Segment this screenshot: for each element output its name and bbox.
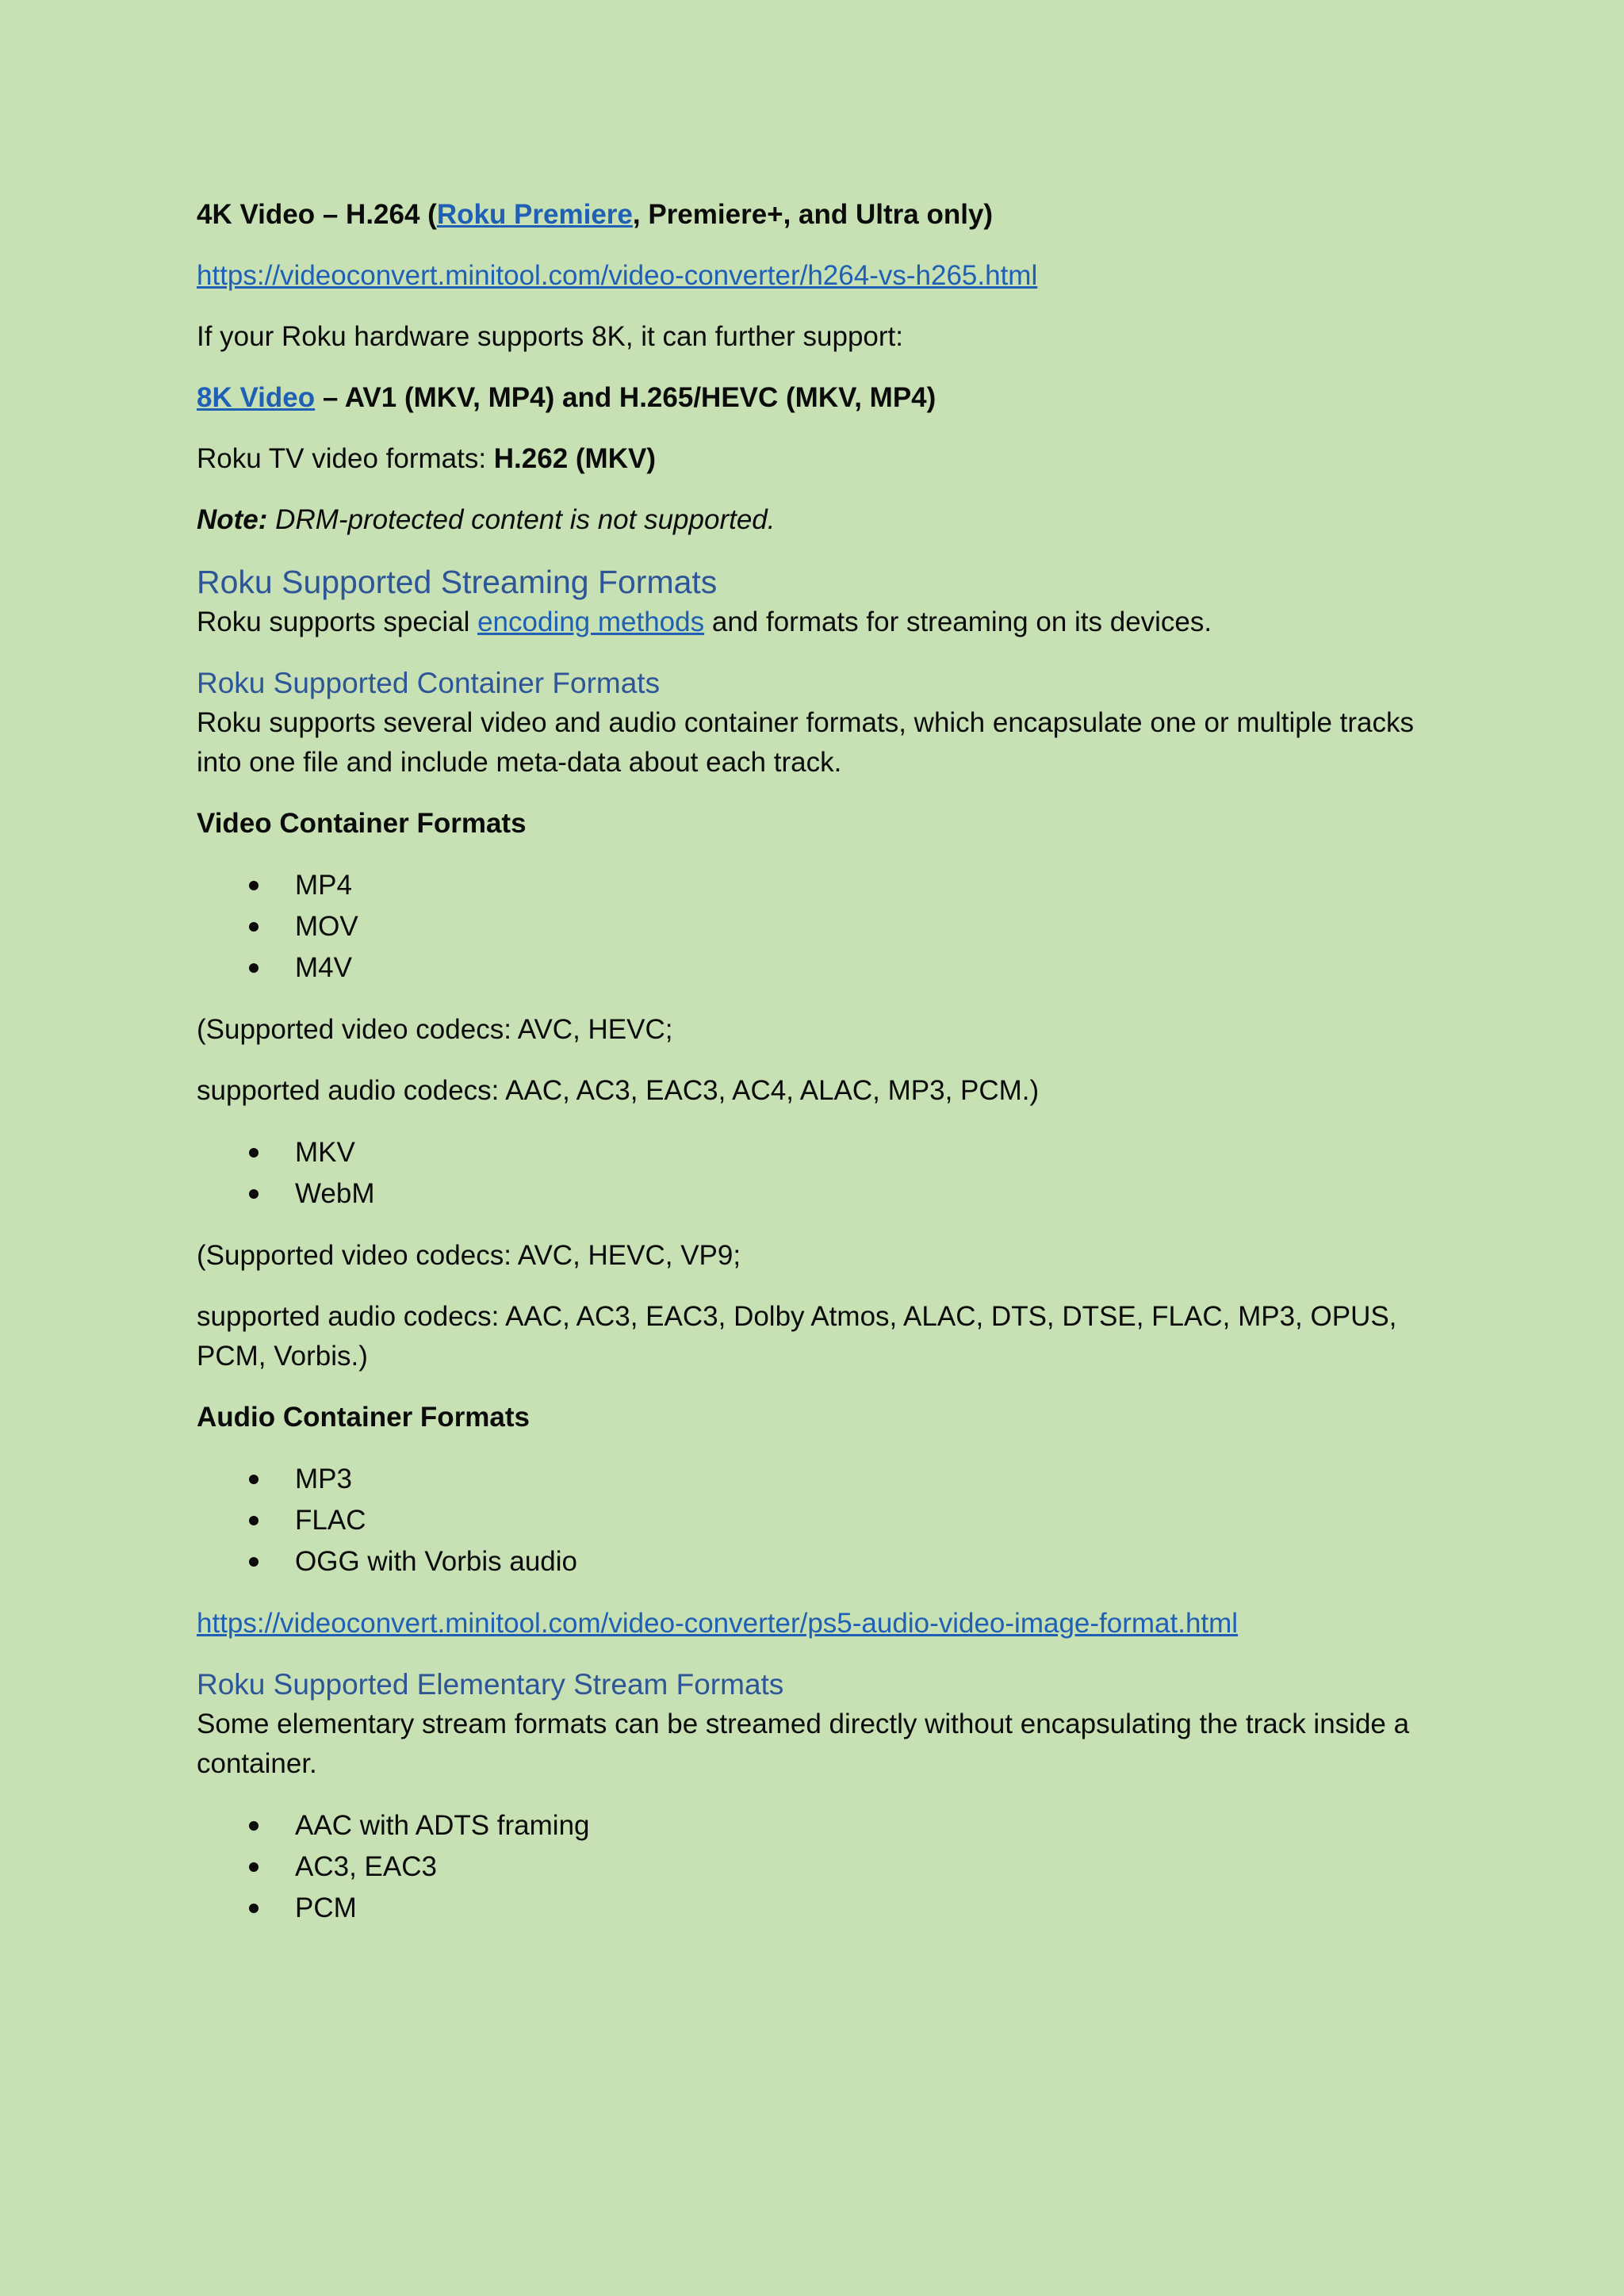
- bullet-icon: [249, 1904, 259, 1913]
- audio-container-heading: Audio Container Formats: [197, 1402, 530, 1433]
- codecs-1-audio: supported audio codecs: AAC, AC3, EAC3, AC4, ALAC, MP3, PCM.): [197, 1075, 1040, 1106]
- container-formats-heading: Roku Supported Container Formats: [197, 667, 661, 699]
- bullet-icon: [249, 1557, 259, 1567]
- roku-tv-formats-label: Roku TV video formats:: [197, 443, 494, 474]
- bullet-icon: [249, 1148, 259, 1158]
- streaming-text: Roku supports special: [197, 607, 478, 637]
- streaming-formats-heading: Roku Supported Streaming Formats: [197, 564, 718, 600]
- list-item-text: MKV: [295, 1137, 355, 1168]
- list-item: [197, 1541, 1442, 1582]
- video-container-heading: Video Container Formats: [197, 808, 527, 839]
- list-item-text: WebM: [295, 1178, 375, 1209]
- 8k-video-text: – AV1 (MKV, MP4) and H.265/HEVC (MKV, MP4): [315, 382, 936, 413]
- video-container-list-1: [197, 865, 1442, 989]
- list-item: [197, 1500, 1442, 1541]
- streaming-text-end: and formats for streaming on its devices.: [704, 607, 1212, 637]
- list-item: [197, 1459, 1442, 1500]
- h264-vs-h265-link[interactable]: https://videoconvert.minitool.com/video-converter/h264-vs-h265.html: [197, 260, 1038, 291]
- list-item-text: AC3, EAC3: [295, 1851, 437, 1882]
- list-item-text: OGG with Vorbis audio: [295, 1546, 577, 1577]
- streaming-formats-paragraph: [197, 603, 1442, 642]
- 4k-video-text-end: , Premiere+, and Ultra only): [632, 199, 994, 230]
- list-item: [197, 865, 1442, 906]
- 8k-support-intro: If your Roku hardware supports 8K, it can further support:: [197, 321, 903, 352]
- roku-tv-formats-line: [197, 439, 1442, 479]
- codecs-2-video: (Supported video codecs: AVC, HEVC, VP9;: [197, 1240, 741, 1271]
- note-label: Note:: [197, 504, 268, 535]
- list-item-text: MOV: [295, 911, 358, 942]
- roku-premiere-link[interactable]: Roku Premiere: [436, 199, 633, 230]
- roku-tv-formats-value: H.262 (MKV): [493, 443, 656, 474]
- list-item-text: FLAC: [295, 1505, 366, 1536]
- bullet-icon: [249, 881, 259, 890]
- codecs-2-audio: supported audio codecs: AAC, AC3, EAC3, Dolby Atmos, ALAC, DTS, DTSE, FLAC, MP3, OPUS, PCM, Vorbis.): [197, 1301, 1397, 1372]
- list-item: [197, 1173, 1442, 1215]
- 8k-video-link[interactable]: 8K Video: [197, 382, 316, 413]
- list-item: [197, 1132, 1442, 1173]
- elementary-stream-heading: Roku Supported Elementary Stream Formats: [197, 1668, 784, 1701]
- list-item: [197, 1846, 1442, 1888]
- note-text: DRM-protected content is not supported.: [267, 504, 776, 535]
- codecs-1-video: (Supported video codecs: AVC, HEVC;: [197, 1014, 673, 1045]
- bullet-icon: [249, 1475, 259, 1484]
- list-item: [197, 947, 1442, 989]
- 8k-video-line: [197, 378, 1442, 418]
- bullet-icon: [249, 1821, 259, 1831]
- bullet-icon: [249, 963, 259, 973]
- list-item-text: MP4: [295, 870, 352, 901]
- encoding-methods-link[interactable]: encoding methods: [477, 607, 705, 637]
- container-formats-paragraph: Roku supports several video and audio container formats, which encapsulate one or multiple tracks into one file and include meta-data about each track.: [197, 707, 1414, 778]
- list-item: [197, 1888, 1442, 1929]
- elementary-stream-paragraph: Some elementary stream formats can be streamed directly without encapsulating the track inside a container.: [197, 1709, 1410, 1779]
- video-container-list-2: [197, 1132, 1442, 1215]
- list-item-text: AAC with ADTS framing: [295, 1810, 590, 1841]
- ps5-formats-link[interactable]: https://videoconvert.minitool.com/video-converter/ps5-audio-video-image-format.html: [197, 1608, 1239, 1639]
- bullet-icon: [249, 1516, 259, 1525]
- elementary-stream-list: [197, 1805, 1442, 1929]
- ps5-formats-paragraph: [197, 1604, 1442, 1644]
- 4k-video-line: [197, 195, 1442, 235]
- list-item-text: MP3: [295, 1464, 352, 1494]
- list-item: [197, 1805, 1442, 1846]
- list-item-text: M4V: [295, 952, 352, 983]
- bullet-icon: [249, 1189, 259, 1199]
- 4k-video-text: 4K Video – H.264 (: [197, 199, 437, 230]
- bullet-icon: [249, 1862, 259, 1872]
- drm-note: [197, 500, 1442, 540]
- h264-vs-h265-paragraph: [197, 256, 1442, 296]
- list-item-text: PCM: [295, 1892, 357, 1923]
- audio-container-list: [197, 1459, 1442, 1582]
- bullet-icon: [249, 922, 259, 932]
- list-item: [197, 906, 1442, 947]
